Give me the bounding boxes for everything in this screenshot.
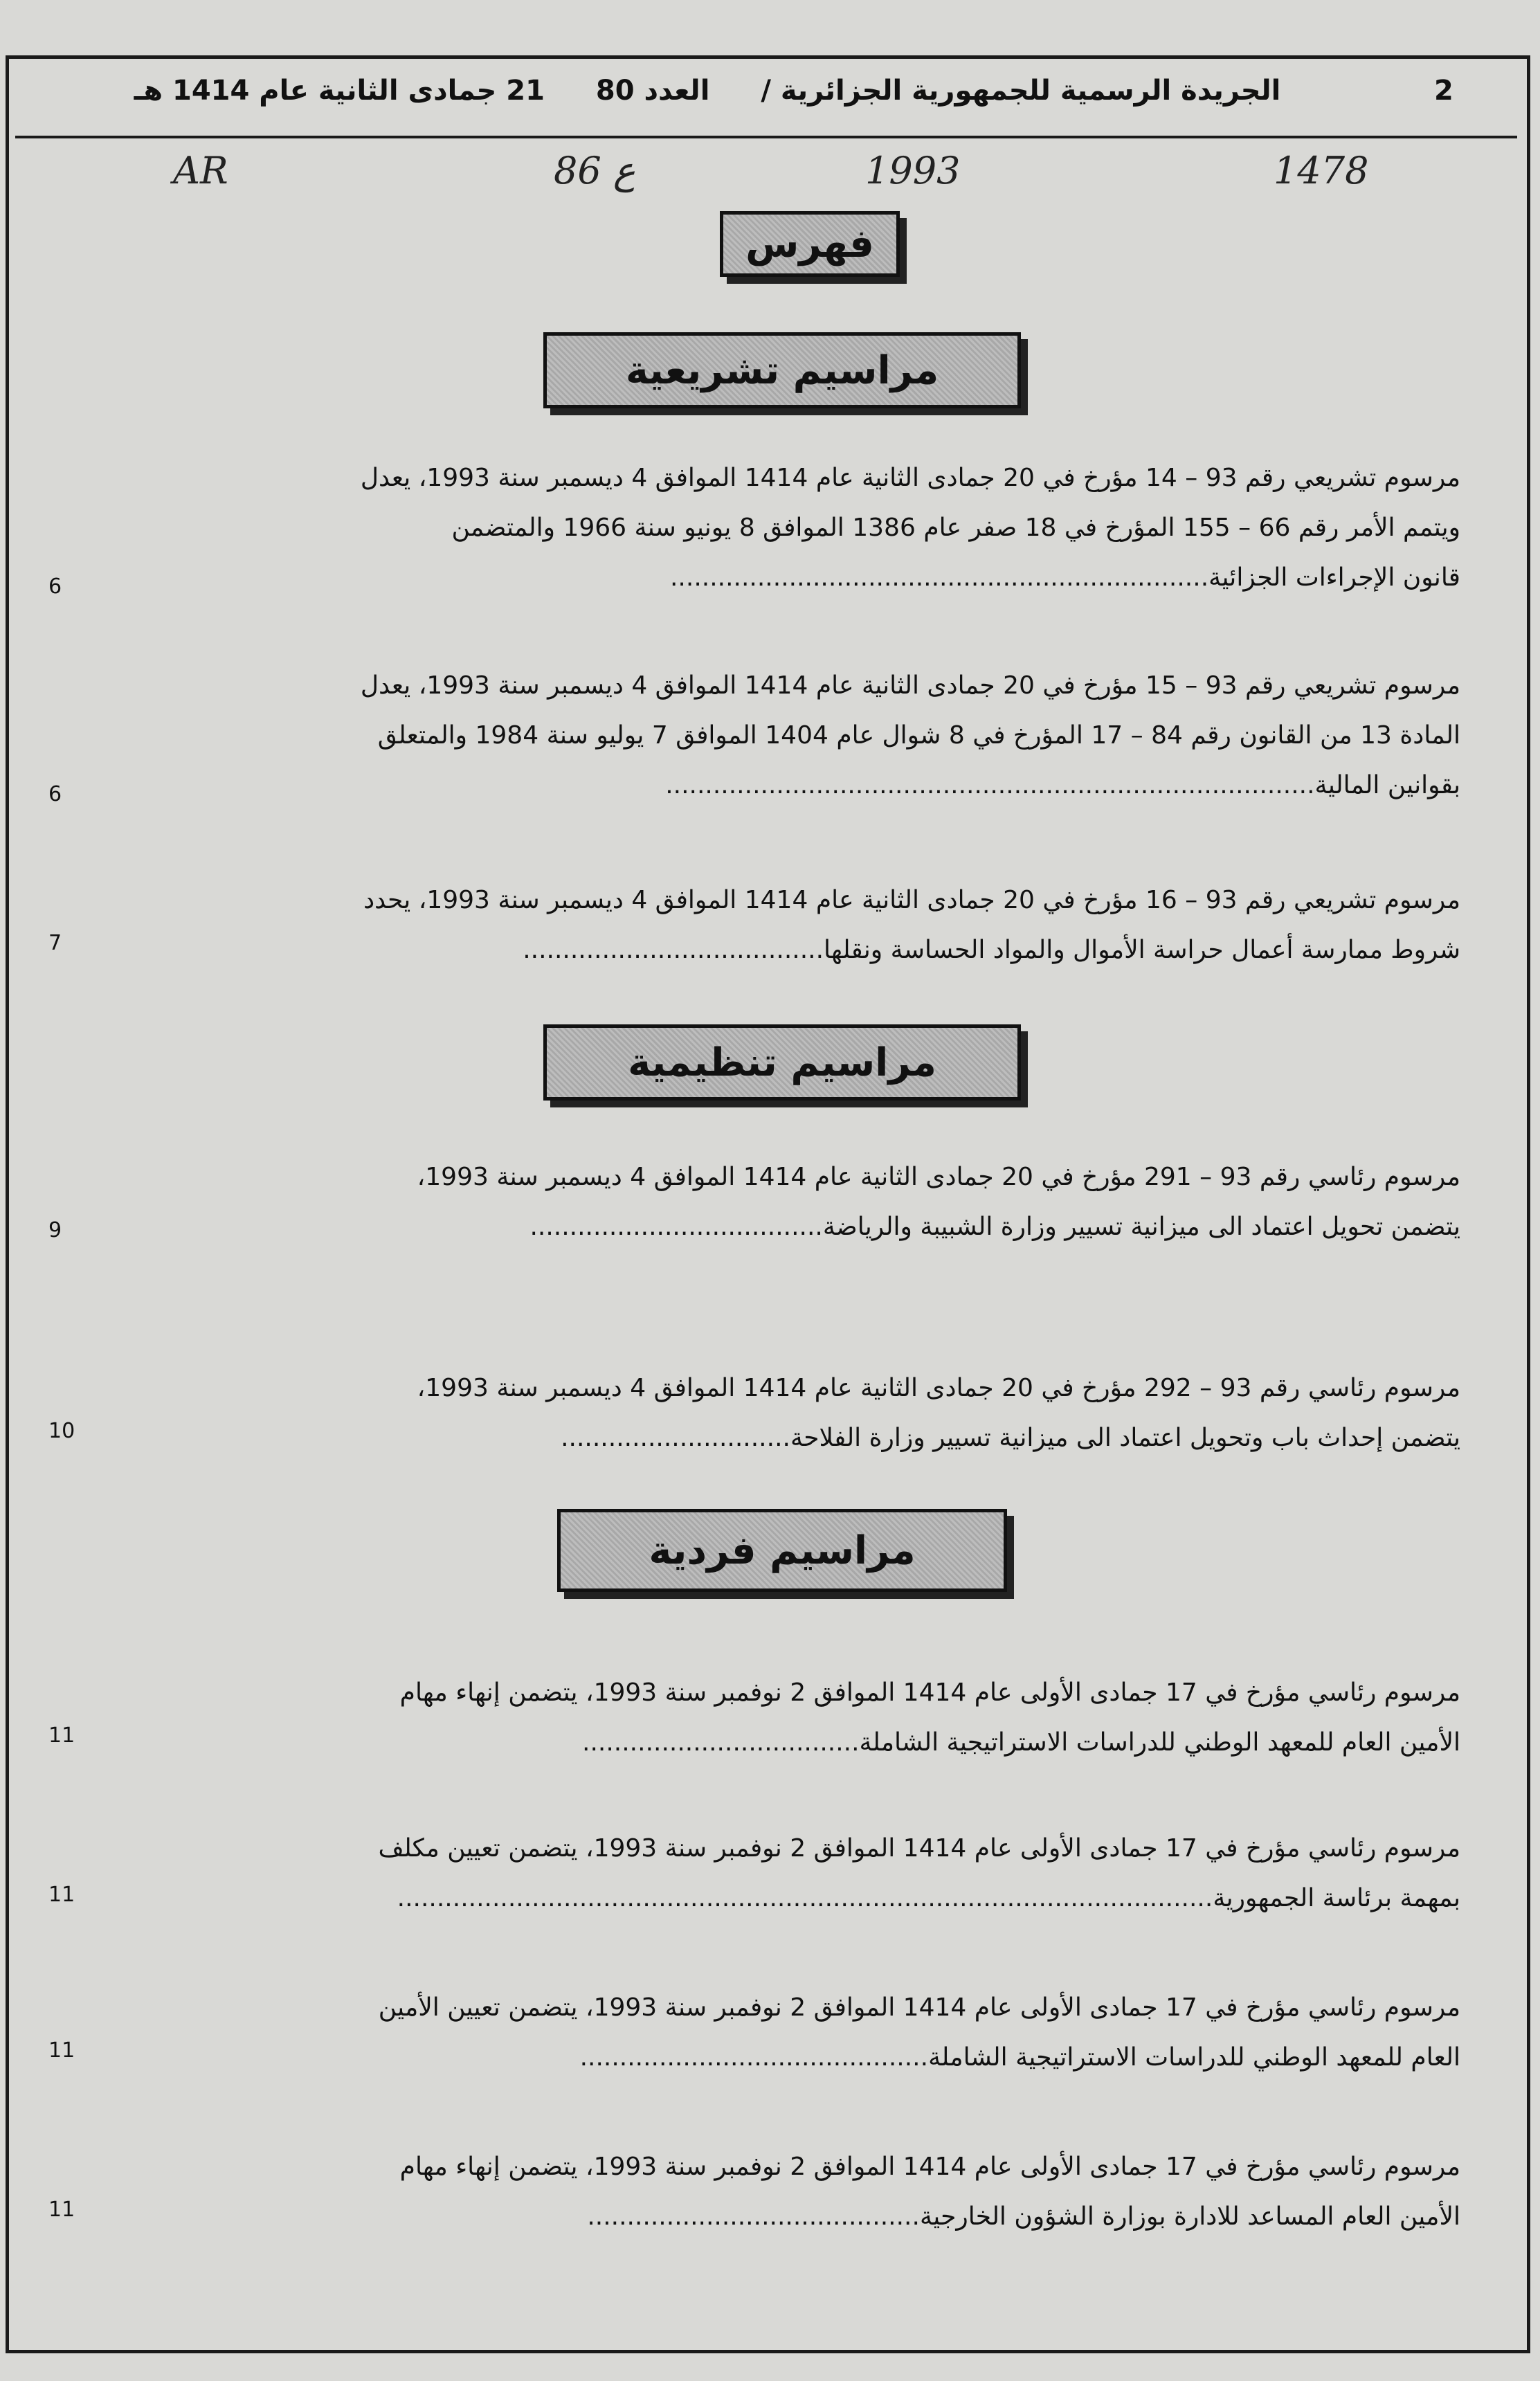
toc-page-number: 9 [48,1218,62,1242]
toc-entry: مرسوم رئاسي مؤرخ في 17 جمادى الأولى عام 1414 الموافق 2 نوفمبر سنة 1993، يتضمن إنهاء مهام الأمين العام للمعهد الوطني للدراسات الاستراتيجية الشاملة................................... [399,1678,1460,1757]
toc-entry: مرسوم تشريعي رقم 93 – 16 مؤرخ في 20 جمادى الثانية عام 1414 الموافق 4 ديسمبر سنة 1993، يحدد شروط ممارسة أعمال حراسة الأموال والمواد الحساسة ونقلها...................................... [363,886,1460,964]
toc-entry: مرسوم تشريعي رقم 93 – 14 مؤرخ في 20 جمادى الثانية عام 1414 الموافق 4 ديسمبر سنة 1993، يعدل ويتمم الأمر رقم 66 – 155 المؤرخ في 18 صفر عام 1386 الموافق 8 يونيو سنة 1966 والمتضمن قانون الإجراءات الجزائية.................................................................... [360,464,1460,592]
toc-page-number: 11 [48,2038,75,2063]
running-header [15,69,1517,138]
toc-entry: مرسوم رئاسي مؤرخ في 17 جمادى الأولى عام 1414 الموافق 2 نوفمبر سنة 1993، يتضمن تعيين مكلف بمهمة برئاسة الجمهورية....................................................................................................... [378,1834,1460,1912]
header-title [15,75,1399,107]
toc-page-number: 6 [48,574,62,599]
section-title-legislative: مراسيم تشريعية [543,332,1021,408]
handwritten-note-mid: 86 ع [554,149,636,192]
toc-page-number: 10 [48,1419,75,1443]
toc-page-number: 7 [48,931,62,955]
toc-page-number: 11 [48,2198,75,2222]
section-title-individual: مراسيم فردية [557,1509,1007,1592]
toc-page-number: 11 [48,1723,75,1748]
toc-page-number: 6 [48,782,62,806]
header-date: 21 جمادى الثانية عام 1414 هـ [134,75,545,107]
toc-page-number: 11 [48,1883,75,1907]
header-page-number: 2 [1434,75,1453,107]
toc-title: فهرس [720,211,900,277]
toc-entry: مرسوم رئاسي مؤرخ في 17 جمادى الأولى عام 1414 الموافق 2 نوفمبر سنة 1993، يتضمن تعيين الأمين العام للمعهد الوطني للدراسات الاستراتيجية الشاملة............................................ [378,1993,1460,2072]
header-journal: الجريدة الرسمية للجمهورية الجزائرية / [761,75,1281,107]
section-title-regulatory: مراسيم تنظيمية [543,1024,1021,1101]
toc-entry: مرسوم تشريعي رقم 93 – 15 مؤرخ في 20 جمادى الثانية عام 1414 الموافق 4 ديسمبر سنة 1993، يعدل المادة 13 من القانون رقم 84 – 17 المؤرخ في 8 شوال عام 1404 الموافق 7 يوليو سنة 1984 والمتعلق بقوانين المالية.................................................................................. [360,671,1460,799]
toc-entry: مرسوم رئاسي مؤرخ في 17 جمادى الأولى عام 1414 الموافق 2 نوفمبر سنة 1993، يتضمن إنهاء مهام الأمين العام المساعد للادارة بوزارة الشؤون الخارجية.......................................... [399,2153,1460,2231]
toc-entry: مرسوم رئاسي رقم 93 – 291 مؤرخ في 20 جمادى الثانية عام 1414 الموافق 4 ديسمبر سنة 1993، يتضمن تحويل اعتماد الى ميزانية تسيير وزارة الشبيبة والرياضة..................................... [417,1163,1460,1241]
handwritten-note-left: AR [173,149,228,192]
handwritten-note-year: 1993 [865,149,961,192]
toc-entry: مرسوم رئاسي رقم 93 – 292 مؤرخ في 20 جمادى الثانية عام 1414 الموافق 4 ديسمبر سنة 1993، يتضمن إحداث باب وتحويل اعتماد الى ميزانية تسيير وزارة الفلاحة............................. [417,1374,1460,1452]
handwritten-note-right: 1478 [1274,149,1369,192]
header-issue: العدد 80 [595,75,710,107]
